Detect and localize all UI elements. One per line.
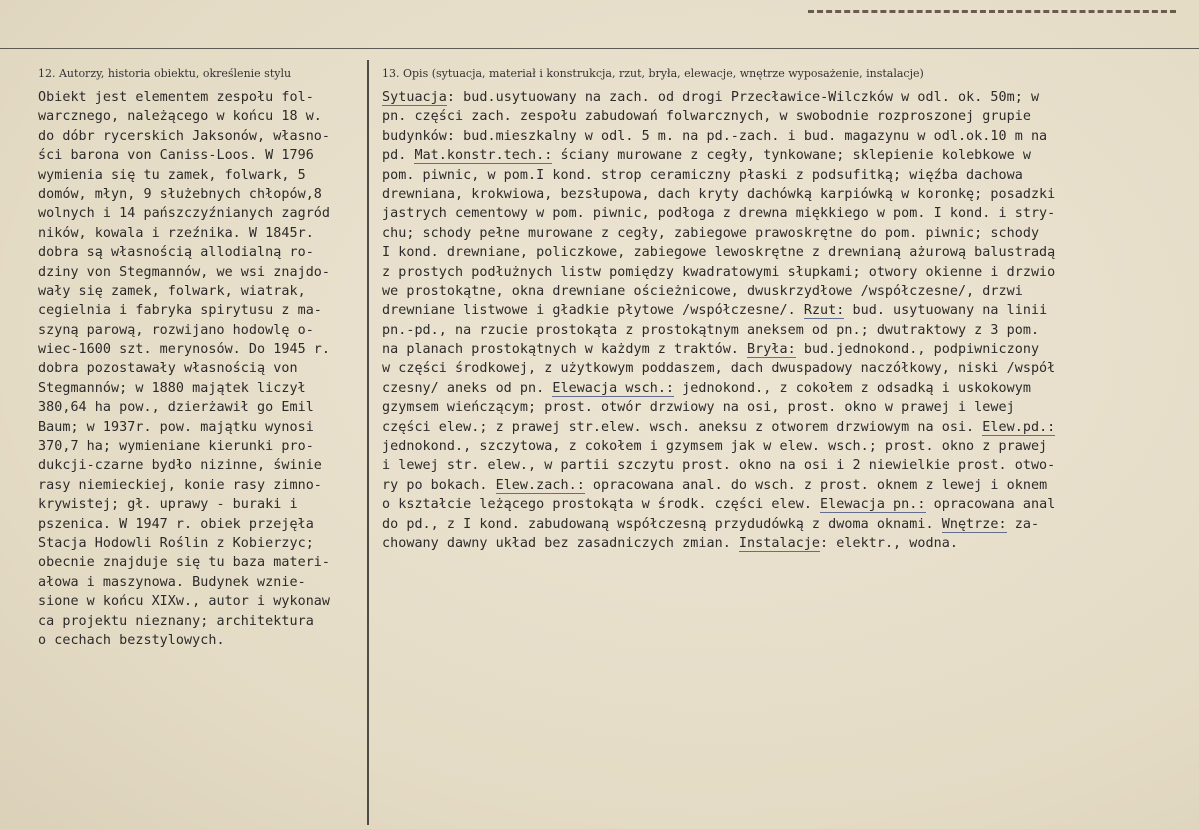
history-text <box>38 88 368 650</box>
text-fragment: za- <box>1006 516 1040 532</box>
description-line <box>382 418 1197 437</box>
text-fragment: chu; schody pełne murowane z cegły, zabiegowe prawoskrętne do pom. piwnic; schody <box>382 225 1040 241</box>
section-heading: Elewacja wsch.: <box>552 380 675 396</box>
section-heading: Sytuacja <box>382 90 447 105</box>
description-line <box>382 359 1197 378</box>
description-line <box>382 146 1197 165</box>
text-fragment: jednokond., z cokołem z odsadką i uskokowym <box>674 380 1031 396</box>
text-fragment: na planach prostokątnych w każdym z traktów. <box>382 342 748 358</box>
description-line <box>382 495 1197 514</box>
text-fragment: gzymsem wieńczącym; prost. otwór drzwiowy na osi, prost. okno w prawej i lewej <box>382 400 1015 416</box>
history-line: wały się zamek, folwark, wiatrak, <box>38 283 306 299</box>
history-line: warcznego, należącego w końcu 18 w. <box>38 109 322 125</box>
history-line: cegielnia i fabryka spirytusu z ma- <box>38 303 322 319</box>
history-line: krywistej; gł. uprawy - buraki i <box>38 497 298 513</box>
description-text <box>382 88 1197 553</box>
history-line: Obiekt jest elementem zespołu fol- <box>38 90 314 105</box>
text-fragment: pd. <box>382 148 415 164</box>
history-line: 380,64 ha pow., dzierżawił go Emil <box>38 400 314 416</box>
description-line <box>382 321 1197 340</box>
description-line <box>382 185 1197 204</box>
text-fragment: pn. części zach. zespołu zabudowań folwarcznych, w swobodnie rozproszonej grupie <box>382 109 1031 125</box>
text-fragment: bud.usytuowany na zach. od drogi Przecławice-Wilczków w odl. ok. 50m; w <box>455 90 1040 105</box>
description-line <box>382 476 1197 495</box>
history-line: Baum; w 1937r. pow. majątku wynosi <box>38 419 314 435</box>
text-fragment: ściany murowane z cegły, tynkowane; sklepienie kolebkowe w <box>552 148 1031 164</box>
text-fragment: do pd., z I kond. zabudowaną współczesną przydudówką z dwoma oknami. <box>382 516 942 532</box>
section-heading: Bryła: <box>747 342 796 358</box>
text-fragment: części elew.; z prawej str.elew. wsch. aneksu z otworem drzwiowym na osi. <box>382 419 983 435</box>
history-line: ści barona von Caniss-Loos. W 1796 <box>38 148 314 164</box>
text-fragment: chowany dawny układ bez zasadniczych zmian. <box>382 535 739 551</box>
text-fragment: I kond. drewniane, policzkowe, zabiegowe lewoskrętne z drewnianą ażurową balustradą <box>382 245 1056 261</box>
description-line <box>382 456 1197 475</box>
text-fragment: jastrych cementowy w pom. piwnic, podłoga z drewna miękkiego w pom. I kond. i stry- <box>382 206 1056 222</box>
section-heading: Elewacja pn.: <box>820 497 926 513</box>
description-line <box>382 224 1197 243</box>
history-line: pszenica. W 1947 r. obiek przejęła <box>38 516 314 532</box>
top-dashed-edge <box>808 10 1176 13</box>
text-fragment: : elektr., wodna. <box>820 535 958 551</box>
text-fragment: jednokond., szczytowa, z cokołem i gzymsem jak w elew. wsch.; prost. okno z prawej <box>382 439 1048 455</box>
text-fragment: bud. usytuowany na linii <box>844 303 1048 319</box>
description-line <box>382 437 1197 456</box>
text-fragment: o kształcie leżącego prostokąta w środk. części elew. <box>382 497 821 513</box>
text-fragment: we prostokątne, okna drewniane ościeżnicowe, dwuskrzydłowe /współczesne/, drzwi <box>382 283 1023 299</box>
text-fragment: i lewej str. elew., w partii szczytu prost. okno na osi i 2 niewielkie prost. otwo- <box>382 458 1056 474</box>
history-line: ników, kowala i rzeźnika. W 1845r. <box>38 225 314 241</box>
history-line: wymienia się tu zamek, folwark, 5 <box>38 167 306 183</box>
description-line <box>382 379 1197 398</box>
description-line <box>382 534 1197 553</box>
history-line: domów, młyn, 9 służebnych chłopów,8 <box>38 186 322 202</box>
history-line: sione w końcu XIXw., autor i wykonaw <box>38 594 331 610</box>
text-fragment: z prostych podłużnych listw pomiędzy kwadratowymi słupkami; otwory okienne i drzwio <box>382 264 1056 280</box>
description-line <box>382 204 1197 223</box>
description-line <box>382 127 1197 146</box>
history-line: dobra pozostawały własnością von <box>38 361 298 377</box>
section-heading: Wnętrze: <box>941 516 1007 532</box>
text-fragment: w części środkowej, z użytkowym poddaszem, dach dwuspadowy naczółkowy, niski /współ <box>382 361 1056 377</box>
history-line: rasy niemieckiej, konie rasy zimno- <box>38 477 322 493</box>
description-line <box>382 166 1197 185</box>
section-heading: Mat.konstr.tech.: <box>414 148 553 164</box>
description-line <box>382 282 1197 301</box>
description-line <box>382 340 1197 359</box>
text-fragment: czesny/ aneks od pn. <box>382 380 553 396</box>
history-line: dziny von Stegmannów, we wsi znajdo- <box>38 264 331 280</box>
section-heading: Instalacje <box>738 535 821 551</box>
history-line: obecnie znajduje się tu baza materi- <box>38 555 331 571</box>
history-line: wiec-1600 szt. merynosów. Do 1945 r. <box>38 342 331 358</box>
history-line: ca projektu nieznany; architektura <box>38 613 314 629</box>
text-fragment: opracowana anal. do wsch. z prost. oknem z lewej i oknem <box>584 477 1048 493</box>
description-line <box>382 263 1197 282</box>
description-line <box>382 88 1197 107</box>
description-line <box>382 243 1197 262</box>
history-line: szyną parową, rozwijano hodowlę o- <box>38 322 314 338</box>
section-13-header: 13. Opis (sytuacja, materiał i konstrukcja, rzut, bryła, elewacje, wnętrze wyposażenie, instalacje) <box>382 67 924 80</box>
section-heading: Rzut: <box>803 303 845 319</box>
text-fragment: pom. piwnic, w pom.I kond. strop ceramiczny płaski z podsufitką; więźba dachowa <box>382 167 1023 183</box>
text-fragment: : <box>446 90 456 105</box>
text-fragment: ry po bokach. <box>382 477 496 493</box>
description-line <box>382 515 1197 534</box>
section-heading: Elew.pd.: <box>982 419 1056 435</box>
text-fragment: pn.-pd., na rzucie prostokąta z prostokątnym aneksem od pn.; dwutraktowy z 3 pom. <box>382 322 1040 338</box>
description-line <box>382 398 1197 417</box>
text-fragment: budynków: bud.mieszkalny w odl. 5 m. na pd.-zach. i bud. magazynu w odl.ok.10 m na <box>382 128 1048 144</box>
text-fragment: bud.jednokond., podpiwniczony <box>795 342 1040 358</box>
section-heading: Elew.zach.: <box>495 477 585 493</box>
description-line <box>382 301 1197 320</box>
description-line <box>382 107 1197 126</box>
history-line: 370,7 ha; wymieniane kierunki pro- <box>38 439 314 455</box>
history-line: o cechach bezstylowych. <box>38 632 225 648</box>
history-line: dukcji-czarne bydło nizinne, świnie <box>38 458 322 474</box>
history-line: Stacja Hodowli Roślin z Kobierzyc; <box>38 535 314 551</box>
history-line: ałowa i maszynowa. Budynek wznie- <box>38 574 306 590</box>
text-fragment: drewniane listwowe i gładkie płytowe /współczesne/. <box>382 303 804 319</box>
text-fragment: drewniana, krokwiowa, bezsłupowa, dach kryty dachówką karpiówką w koronkę; posadzki <box>382 186 1056 202</box>
top-rule <box>0 48 1199 49</box>
history-line: wolnych i 14 pańszczyźnianych zagród <box>38 206 331 222</box>
history-line: dobra są własnością allodialną ro- <box>38 245 314 261</box>
history-line: Stegmannów; w 1880 majątek liczył <box>38 380 306 396</box>
history-line: do dóbr rycerskich Jaksonów, własno- <box>38 128 331 144</box>
section-12-header: 12. Autorzy, historia obiektu, określenie stylu <box>38 67 292 80</box>
text-fragment: opracowana anal <box>925 497 1056 513</box>
